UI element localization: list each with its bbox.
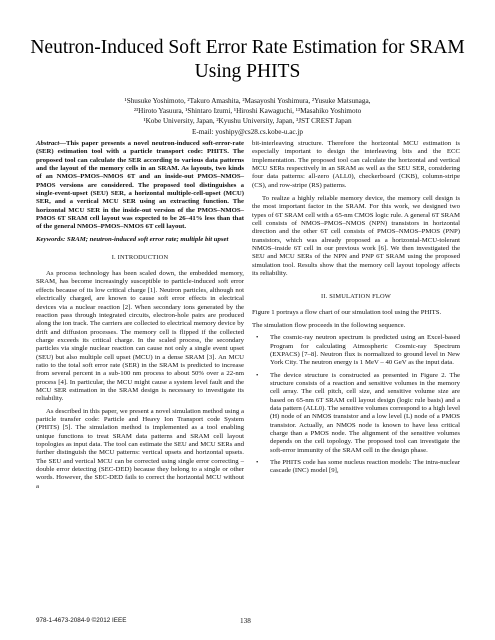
page-number: 138 (240, 617, 251, 625)
right-column (252, 140, 460, 476)
left-column (36, 140, 244, 491)
bullet-icon: • (256, 334, 259, 342)
copyright-footer: 978-1-4673-2084-9 ©2012 IEEE (36, 617, 127, 624)
list-item (252, 334, 460, 367)
list-item (252, 372, 460, 455)
bullet-icon: • (256, 371, 259, 379)
keywords (36, 236, 244, 244)
abstract-label: Abstract (36, 140, 60, 147)
email-line: E-mail: yoshipy@cs28.cs.kobe-u.ac.jp (191, 127, 303, 136)
bullet-icon: • (256, 459, 259, 466)
simflow-paragraph-1: Figure 1 portrays a flow chart of our simulation tool using the PHITS. (252, 308, 442, 316)
section-heading-introduction: I. INTRODUCTION (111, 254, 169, 262)
paper-title: Neutron-Induced Soft Error Rate Estimation for SRAM Using PHITS (30, 37, 465, 82)
abstract (36, 140, 244, 232)
intro-paragraph-4: To realize a highly reliable memory device, the memory cell design is the most important factor in the SRAM. For this work, we designed two types of 6T SRAM cell with a 65-nm CMOS logic rule. A general 6T SRAM cell consists of NMOS–PMOS–NMOS (NPN) transistors in horizontal direction and the other 6T cell consists of PMOS–NMOS–PMOS (PNP) transistors, which was already proposed as a horizontal-MCU-tolerant NMOS–inside 6T cell in our previous work [6]. We then investigated the SEU and MCU SERs of the NPN and PNP 6T SRAM using the proposed simulation tool. Results show that the memory cell layout topology affects its reliability. (252, 195, 460, 278)
keywords-text: Keywords: SRAM; neutron-induced soft error rate; multiple bit upset (36, 235, 229, 243)
bullet-text: The PHITS code has some nucleus reaction models: The intra-nuclear cascade (INC) model [9], (270, 459, 460, 475)
section-heading-simulation-flow: II. SIMULATION FLOW (320, 292, 391, 300)
abstract-text: —This paper presents a novel neutron-induced soft-error-rate (SER) estimation tool with a particle transport code: PHITS. The proposed tool can calculate the SER according to various data patterns and the layout of the memory cells in an SRAM. As layouts, two kinds of an NMOS–PMOS–NMOS 6T and an inside-out PMOS–NMOS–PMOS versions are considered. The proposed tool distinguishes a single-event-upset (SEU) SER, a horizontal multiple-cell-upset (MCU) SER, and a vertical MCU SER using an extracting function. The horizontal MCU SER in the inside-out version of the PMOS–NMOS–PMOS 6T SRAM cell layout was expected to be 26–41% less than that of the general NMOS–PMOS–NMOS 6T cell layout. (36, 140, 244, 231)
intro-paragraph-2: As described in this paper, we present a novel simulation method using a particle transfer code: Particle and Heavy Ion Transport code System (PHITS) [5]. The simulation method is implemented as a tool enabling unique functions to treat SRAM data patterns and SRAM cell layout topologies as input data. The tool can estimate the SEU and MCU SERs and further distinguish the MCU patterns: vertical upsets and horizontal upsets. The SEU and vertical MCU can be corrected using single error correcting – double error detecting (SEC-DED) because they belong to a single or other words. However, the SEC-DED fails to correct the horizontal MCU without a (36, 407, 244, 490)
list-item (252, 459, 460, 476)
intro-paragraph-3: bit-interleaving structure. Therefore the horizontal MCU estimation is especially important to design the interleaving bits and the ECC implementation. The proposed tool can calculate the horizontal and vertical MCU SERs respectively in an SRAM as well as the SEU SER, considering four data patterns: all-zero (ALL0), checkerboard (CKB), column-stripe (CS), and row-stripe (RS) patterns. (252, 140, 460, 189)
intro-paragraph-1: As process technology has been scaled down, the embedded memory, SRAM, has become increasingly susceptible to particle-induced soft error effects because of its low critical charge [1]. Neutron particles, although not electrically charged, are known to cause soft error effects in electrical devices via a nuclear reaction [2]. When secondary ions generated by the reaction pass through integrated circuits, electron-hole pairs are produced along the ion track. The carriers are collected to electrical memory device by drift and diffusion processes. The memory cell is flipped if the collected charge exceeds its critical charge. In the scaled process, the secondary particles via single nuclear reaction can cause not only a single event upset (SEU) but also multiple cell upset (MCU) in a dense SRAM [3]. An MCU ratio to the total soft error rate (SER) in the SRAM is predicted to increase from several percent in a sub-100 nm process to about 50% over a 22-nm process [4]. In particular, the MCU might cause a system level fault and the MCU SER estimation in the SRAM design is necessary to investigate its reliability. (36, 270, 244, 403)
author-line-2: ²³Hiroto Yasuura, ¹Shintaro Izumi, ¹Hiroshi Kawaguchi, ¹³Masahiko Yoshimoto (133, 107, 362, 116)
simflow-paragraph-2: The simulation flow proceeds in the following sequence. (252, 321, 406, 329)
author-line-1: ¹Shusuke Yoshimoto, ²Takuro Amashita, ²Masayoshi Yoshimura, ²Yusuke Matsunaga, (124, 97, 371, 105)
affiliation-line: ¹Kobe University, Japan, ²Kyushu University, Japan, ³JST CREST Japan (143, 117, 352, 126)
author-block (30, 96, 465, 137)
bullet-text: The cosmic-ray neutron spectrum is predicted using an Excel-based Program for calculating Atmospheric Cosmic-ray Spectrum (EXPACS) [7–8]. Neutron flux is normalized to ground level in New York City. The neutron energy is 1 MeV – 40 GeV as the input data. (270, 334, 460, 367)
bullet-text: The device structure is constructed as presented in Figure 2. The structure consists of a reaction and sensitive volumes in the memory cell array. The cell pitch, cell size, and sensitive volume size are based on 65-nm 6T SRAM cell layout design (logic rule basis) and a data pattern (ALL0). The sensitive volumes correspond to a high level (H) node of an NMOS transistor and a low level (L) node of a PMOS transistor. Actually, an NMOS node is known to have less critical charge than a PMOS node. The alignment of the sensitive volumes depends on the cell topology. The proposed tool can investigate the soft-error immunity of the SRAM cell in the design phase. (270, 371, 460, 454)
